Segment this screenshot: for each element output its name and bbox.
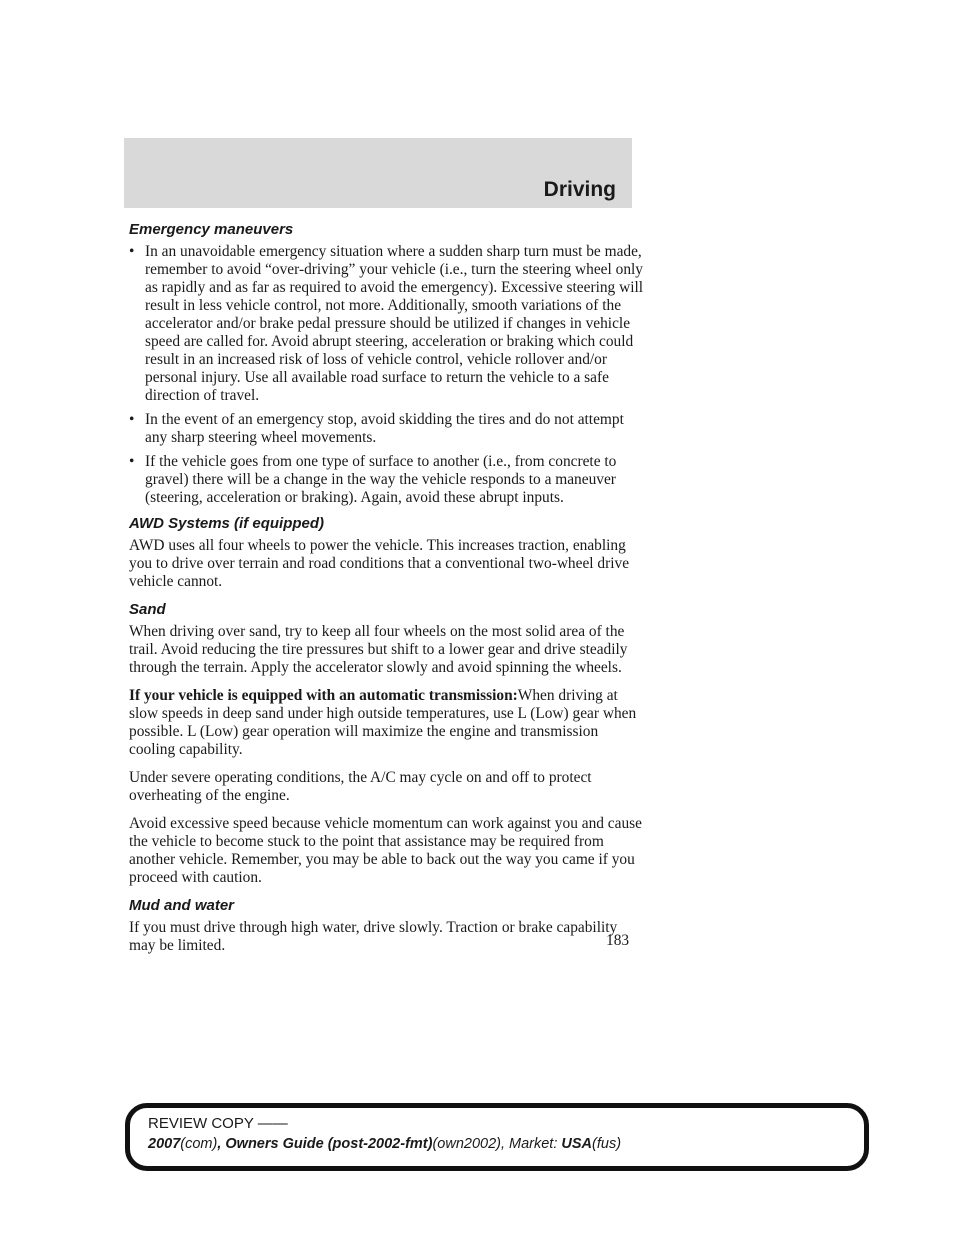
doc-own: (own2002) xyxy=(432,1136,501,1152)
sand-paragraph-3: Under severe operating conditions, the A/C may cycle on and off to protect overheating of the engine. xyxy=(129,769,592,804)
document-info-line xyxy=(148,1136,621,1152)
doc-com: (com) xyxy=(180,1136,218,1152)
list-item xyxy=(129,243,644,405)
automatic-transmission-text: When driving at slow speeds in deep sand under high outside temperatures, use L (Low) gear when possible. L (Low) gear operation will maximize the engine and transmission cooling capability. xyxy=(129,687,637,758)
doc-market: USA xyxy=(561,1136,593,1152)
doc-guide: , Owners Guide (post-2002-fmt) xyxy=(217,1136,433,1152)
bullet-text: In the event of an emergency stop, avoid skidding the tires and do not attempt any sharp steering wheel movements. xyxy=(145,411,624,446)
bullet-text: In an unavoidable emergency situation where a sudden sharp turn must be made, remember to avoid “over-driving” your vehicle (i.e., turn the steering wheel only as rapidly and as far as required to avoid the emergency). Excessive steering will result in less vehicle control, not more. Additionally, smooth variations of the accelerator and/or brake pedal pressure should be utilized if changes in vehicle speed are called for. Avoid abrupt steering, acceleration or braking which could result in an increased risk of loss of vehicle control, vehicle rollover and/or personal injury. Use all available road surface to return the vehicle to a safe direction of travel. xyxy=(145,243,644,404)
review-copy-footer xyxy=(125,1103,869,1171)
sand-paragraph-2 xyxy=(129,687,644,759)
sand-paragraph-1: When driving over sand, try to keep all four wheels on the most solid area of the trail. Avoid reducing the tire pressures but shift to a lower gear and drive steadily through the terrain. Apply the accelerator slowly and avoid spinning the wheels. xyxy=(129,623,628,676)
list-item xyxy=(129,411,644,447)
doc-fus: (fus) xyxy=(592,1136,622,1152)
section-title: Driving xyxy=(543,178,616,201)
doc-market-label: , Market: xyxy=(500,1136,562,1152)
heading-sand: Sand xyxy=(129,601,166,618)
page-content xyxy=(129,221,644,965)
heading-awd-systems: AWD Systems (if equipped) xyxy=(129,515,325,532)
header-band xyxy=(124,138,632,208)
review-copy-label: REVIEW COPY —— xyxy=(148,1115,288,1132)
heading-mud-and-water: Mud and water xyxy=(129,897,235,914)
awd-paragraph: AWD uses all four wheels to power the vehicle. This increases traction, enabling you to drive over terrain and road conditions that a conventional two-wheel drive vehicle cannot. xyxy=(129,537,630,590)
emergency-bullet-list xyxy=(129,243,644,507)
doc-year: 2007 xyxy=(148,1136,181,1152)
list-item xyxy=(129,453,644,507)
mud-paragraph: If you must drive through high water, drive slowly. Traction or brake capability may be limited. xyxy=(129,919,618,954)
automatic-transmission-lead: If your vehicle is equipped with an automatic transmission: xyxy=(129,687,518,704)
sand-paragraph-4: Avoid excessive speed because vehicle momentum can work against you and cause the vehicle to become stuck to the point that assistance may be required from another vehicle. Remember, you may be able to back out the way you came if you proceed with caution. xyxy=(129,815,642,886)
page-number: 183 xyxy=(606,932,630,949)
heading-emergency-maneuvers: Emergency maneuvers xyxy=(129,221,294,238)
bullet-icon: • xyxy=(129,453,135,470)
bullet-text: If the vehicle goes from one type of surface to another (i.e., from concrete to gravel) there will be a change in the way the vehicle responds to a maneuver (steering, acceleration or braking). Again, avoid these abrupt inputs. xyxy=(145,453,617,506)
bullet-icon: • xyxy=(129,243,135,260)
bullet-icon: • xyxy=(129,411,135,428)
